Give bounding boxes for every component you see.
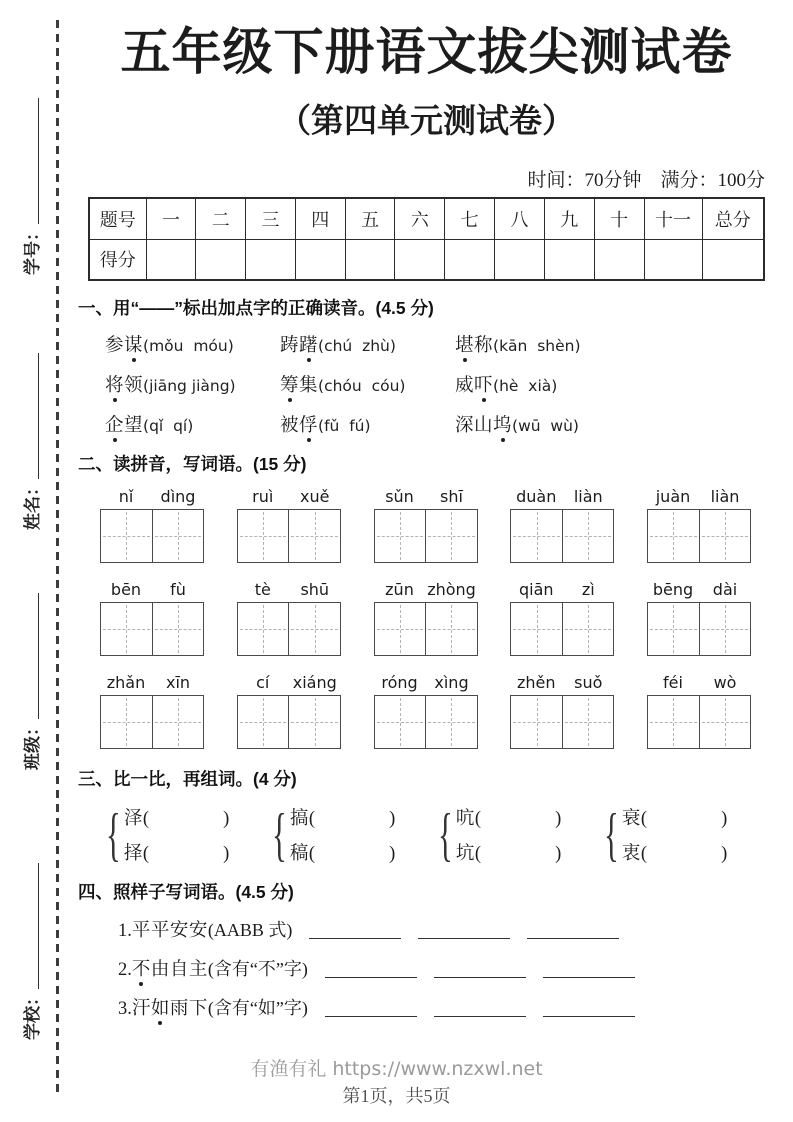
score-cell[interactable]	[345, 239, 395, 280]
pinyin-row	[88, 673, 765, 749]
word-item: 踌躇(chú zhù)	[280, 336, 396, 356]
pinyin-write-unit: juàn liàn	[647, 487, 751, 563]
answer-paren[interactable]: ( )	[474, 844, 562, 864]
writing-box[interactable]	[100, 602, 204, 656]
answer-paren[interactable]: ( )	[308, 809, 396, 829]
pinyin-write-unit: sǔn shī	[374, 487, 478, 563]
word-item: 将领(jiāng jiàng)	[105, 376, 236, 396]
brace-glyph: {	[272, 801, 287, 868]
pinyin-write-unit: zūn zhòng	[374, 580, 478, 656]
score-header-cell: 十一	[644, 198, 702, 239]
side-field-school	[16, 840, 44, 1040]
compare-pair: { 吭( ) 坑( )	[438, 801, 562, 868]
score-header-cell: 一	[146, 198, 196, 239]
word-item: 深山坞(wū wù)	[455, 416, 579, 436]
side-field-name	[16, 330, 44, 530]
answer-blank[interactable]	[325, 977, 417, 978]
score-header-cell: 五	[345, 198, 395, 239]
writing-box[interactable]	[374, 695, 478, 749]
writing-box[interactable]	[647, 695, 751, 749]
score-cell[interactable]	[544, 239, 594, 280]
writing-box[interactable]	[237, 695, 341, 749]
side-field-student-id	[16, 75, 44, 275]
section1-items	[88, 331, 765, 437]
student-id-blank[interactable]	[22, 98, 39, 224]
answer-blank[interactable]	[309, 938, 401, 939]
section4-heading: 四、照样子写词语。(4.5 分)	[78, 882, 294, 902]
writing-box[interactable]	[237, 602, 341, 656]
writing-box[interactable]	[647, 602, 751, 656]
school-blank[interactable]	[22, 863, 39, 989]
writing-box[interactable]	[237, 509, 341, 563]
compare-pair: { 泽( ) 择( )	[106, 801, 230, 868]
score-row-label: 得分	[89, 239, 146, 280]
score-cell[interactable]	[644, 239, 702, 280]
section3-pairs	[88, 801, 765, 868]
answer-paren[interactable]: ( )	[142, 809, 230, 829]
score-table-header-row	[89, 198, 764, 239]
score-header-cell: 三	[246, 198, 296, 239]
score-cell[interactable]	[395, 239, 445, 280]
writing-box[interactable]	[510, 695, 614, 749]
score-header-cell: 四	[295, 198, 345, 239]
score-table	[88, 197, 765, 281]
answer-blank[interactable]	[543, 977, 635, 978]
score-cell[interactable]	[702, 239, 764, 280]
score-cell[interactable]	[445, 239, 495, 280]
word-item: 堪称(kān shèn)	[455, 336, 581, 356]
compare-pair: { 衰( ) 衷( )	[604, 801, 728, 868]
writing-box[interactable]	[510, 602, 614, 656]
writing-box[interactable]	[510, 509, 614, 563]
brace-glyph: {	[604, 801, 619, 868]
example-item: 1.平平安安(AABB 式)	[88, 918, 765, 943]
answer-paren[interactable]: ( )	[640, 844, 728, 864]
section1-heading: 一、用“——”标出加点字的正确读音。(4.5 分)	[78, 298, 434, 318]
page-number: 第1页，共5页	[342, 1086, 451, 1106]
answer-blank[interactable]	[543, 1016, 635, 1017]
score-header-cell: 题号	[89, 198, 146, 239]
score-table-score-row	[89, 239, 764, 280]
compare-pair: { 搞( ) 稿( )	[272, 801, 396, 868]
example-item: 3.汗如雨下(含有“如”字)	[88, 996, 765, 1021]
score-cell[interactable]	[594, 239, 644, 280]
example-item: 2.不由自主(含有“不”字)	[88, 957, 765, 982]
answer-paren[interactable]: ( )	[640, 809, 728, 829]
score-header-cell: 十	[594, 198, 644, 239]
pinyin-write-unit: cí xiáng	[237, 673, 341, 749]
answer-paren[interactable]: ( )	[308, 844, 396, 864]
word-item: 参谋(mǒu móu)	[105, 336, 234, 356]
name-label: 姓名：	[22, 479, 42, 530]
answer-blank[interactable]	[418, 938, 510, 939]
score-header-cell: 二	[196, 198, 246, 239]
pinyin-write-unit: féi wò	[647, 673, 751, 749]
answer-paren[interactable]: ( )	[474, 809, 562, 829]
word-item: 企望(qǐ qí)	[105, 416, 194, 436]
word-item: 筹集(chóu cóu)	[280, 376, 406, 396]
page-footer	[0, 1054, 793, 1108]
exam-meta: 时间：70分钟 满分：100分	[527, 170, 765, 191]
side-field-class	[16, 570, 44, 770]
page-title: 五年级下册语文拔尖测试卷	[120, 24, 733, 80]
score-cell[interactable]	[146, 239, 196, 280]
word-item: 被俘(fǔ fú)	[280, 416, 371, 436]
pinyin-write-unit: duàn liàn	[510, 487, 614, 563]
main-content	[78, 0, 765, 1021]
pinyin-write-unit: nǐ dìng	[100, 487, 204, 563]
section2-heading: 二、读拼音，写词语。(15 分)	[78, 454, 307, 474]
class-label: 班级：	[22, 719, 42, 770]
school-label: 学校：	[22, 989, 42, 1040]
score-cell[interactable]	[196, 239, 246, 280]
word-item: 威吓(hè xià)	[455, 376, 558, 396]
section3-heading: 三、比一比，再组词。(4 分)	[78, 769, 297, 789]
pinyin-write-unit: tè shū	[237, 580, 341, 656]
score-cell[interactable]	[246, 239, 296, 280]
score-cell[interactable]	[495, 239, 545, 280]
score-header-cell: 总分	[702, 198, 764, 239]
watermark-text: 有渔有礼 https://www.nzxwl.net	[250, 1058, 543, 1080]
answer-blank[interactable]	[434, 1016, 526, 1017]
answer-blank[interactable]	[434, 977, 526, 978]
score-header-cell: 七	[445, 198, 495, 239]
writing-box[interactable]	[647, 509, 751, 563]
writing-box[interactable]	[100, 509, 204, 563]
page-subtitle: （第四单元测试卷）	[278, 104, 575, 140]
writing-box[interactable]	[374, 602, 478, 656]
pinyin-write-unit: zhǎn xīn	[100, 673, 204, 749]
answer-blank[interactable]	[325, 1016, 417, 1017]
writing-box[interactable]	[374, 509, 478, 563]
brace-glyph: {	[438, 801, 453, 868]
pinyin-write-unit: ruì xuě	[237, 487, 341, 563]
pinyin-write-unit: zhěn suǒ	[510, 673, 614, 749]
answer-paren[interactable]: ( )	[142, 844, 230, 864]
score-header-cell: 九	[544, 198, 594, 239]
pinyin-write-unit: róng xìng	[374, 673, 478, 749]
student-id-label: 学号：	[22, 224, 42, 275]
answer-blank[interactable]	[527, 938, 619, 939]
name-blank[interactable]	[22, 353, 39, 479]
score-header-cell: 八	[495, 198, 545, 239]
pinyin-row	[88, 487, 765, 563]
class-blank[interactable]	[22, 593, 39, 719]
score-header-cell: 六	[395, 198, 445, 239]
writing-box[interactable]	[100, 695, 204, 749]
pinyin-write-unit: bēn fù	[100, 580, 204, 656]
score-cell[interactable]	[295, 239, 345, 280]
pinyin-row	[88, 580, 765, 656]
pinyin-write-unit: bēng dài	[647, 580, 751, 656]
pinyin-write-unit: qiān zì	[510, 580, 614, 656]
brace-glyph: {	[106, 801, 121, 868]
seal-line	[56, 20, 59, 1098]
